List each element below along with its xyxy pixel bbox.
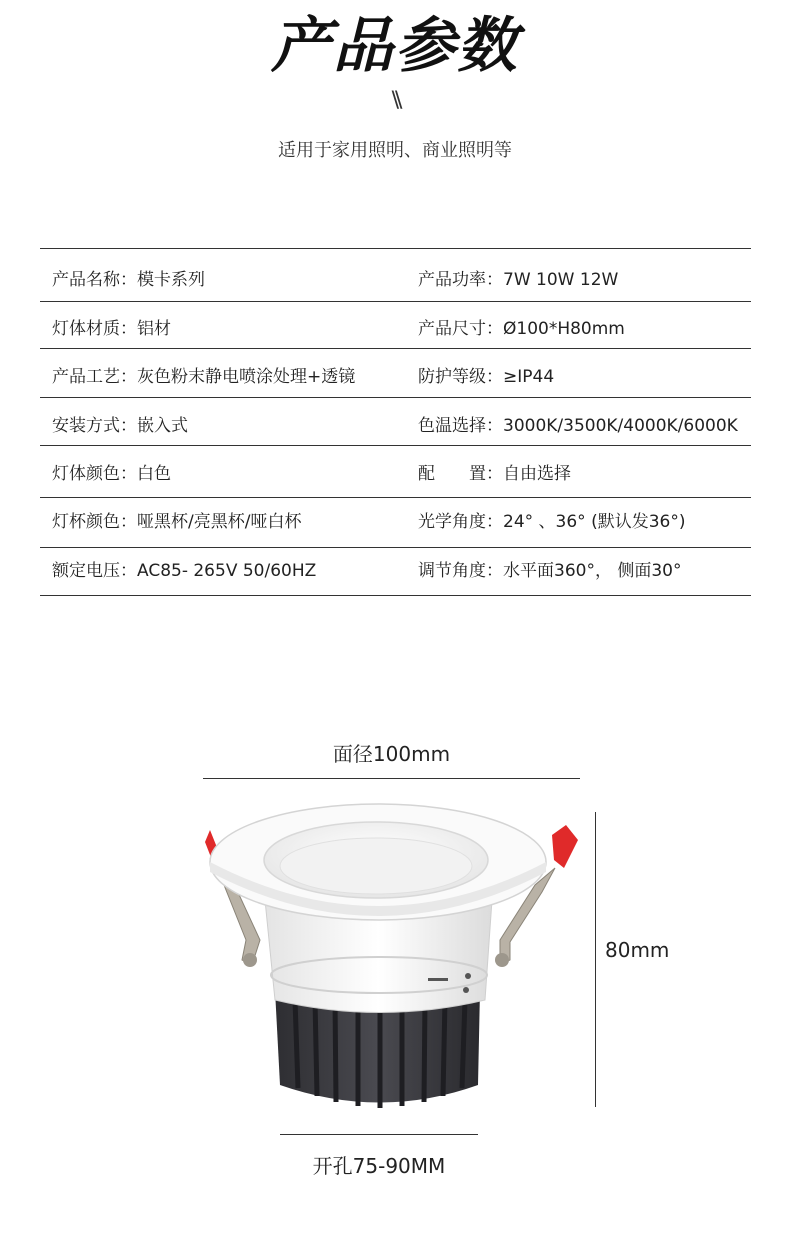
spec-row (40, 446, 751, 498)
spec-left: 额定电压：AC85- 265V 50/60HZ (52, 561, 317, 581)
spec-left: 灯杯颜色：哑黑杯/亮黑杯/哑白杯 (52, 512, 302, 532)
spec-row (40, 302, 751, 349)
page-title: 产品参数 (271, 11, 519, 81)
spec-left: 产品工艺：灰色粉末静电喷涂处理+透镜 (52, 367, 356, 387)
spec-left: 灯体颜色：白色 (52, 464, 171, 484)
spec-left: 安装方式：嵌入式 (52, 416, 188, 436)
spec-row (40, 548, 751, 596)
spec-right: 防护等级：≥IP44 (418, 367, 555, 387)
spec-table (40, 248, 751, 596)
spec-row (40, 398, 751, 446)
spec-right: 色温选择：3000K/3500K/4000K/6000K (418, 416, 738, 436)
spec-right: 配 置：自由选择 (418, 464, 571, 484)
cutout-line (280, 1134, 478, 1135)
spec-right: 产品功率：7W 10W 12W (418, 270, 619, 290)
spec-row (40, 249, 751, 302)
spec-right: 调节角度：水平面360°， 侧面30° (418, 561, 682, 581)
height-line (595, 812, 596, 1107)
spec-right: 产品尺寸：Ø100*H80mm (418, 319, 625, 339)
height-label: 80mm (605, 938, 670, 962)
decorative-slash: \\ (391, 88, 399, 113)
spec-row (40, 498, 751, 548)
spec-row (40, 349, 751, 398)
spec-left: 灯体材质：铝材 (52, 319, 171, 339)
cutout-label: 开孔75-90MM (312, 1154, 446, 1178)
page-subtitle: 适用于家用照明、商业照明等 (278, 140, 512, 161)
product-image (180, 800, 580, 1120)
face-diameter-label: 面径100mm (332, 742, 451, 766)
spec-right: 光学角度：24° 、36° (默认发36°) (418, 512, 686, 532)
spec-left: 产品名称：模卡系列 (52, 270, 205, 290)
face-diameter-line (203, 778, 580, 779)
